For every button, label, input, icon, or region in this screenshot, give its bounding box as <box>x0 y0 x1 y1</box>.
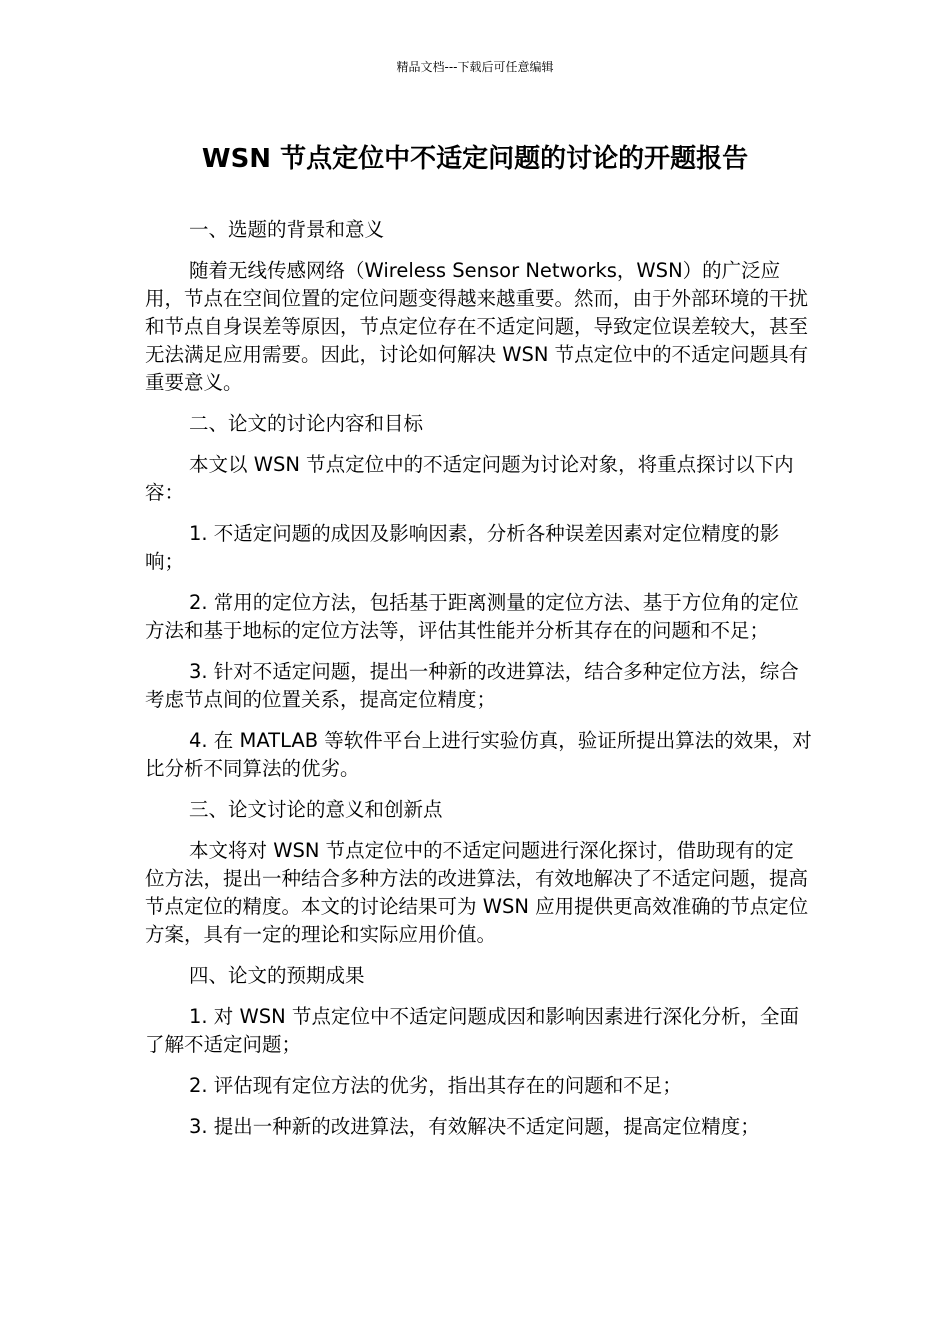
section-heading-outcomes: 四、论文的预期成果 <box>189 964 365 987</box>
list-item-outcome-3: 3. 提出一种新的改进算法，有效解决不适定问题，提高定位精度； <box>189 1115 760 1138</box>
page-header-note: 精品文档---下载后可任意编辑 <box>396 60 554 74</box>
section-heading-significance: 三、论文讨论的意义和创新点 <box>189 798 443 821</box>
list-item-content-3: 3. 针对不适定问题，提出一种新的改进算法，结合多种定位方法，综合考虑节点间的位置关系，提高定位精度； <box>145 660 799 711</box>
paragraph-significance: 本文将对 WSN 节点定位中的不适定问题进行深化探讨，借助现有的定位方法，提出一种结合多种方法的改进算法，有效地解决了不适定问题，提高节点定位的精度。本文的讨论结果可为 WSN 应用提供更高效准确的节点定位方案，具有一定的理论和实际应用价值。 <box>145 839 809 946</box>
list-item-outcome-1: 1. 对 WSN 节点定位中不适定问题成因和影响因素进行深化分析，全面了解不适定问题； <box>145 1005 799 1056</box>
list-item-content-2: 2. 常用的定位方法，包括基于距离测量的定位方法、基于方位角的定位方法和基于地标的定位方法等，评估其性能并分析其存在的问题和不足； <box>145 591 799 642</box>
section-heading-content: 二、论文的讨论内容和目标 <box>189 412 424 435</box>
list-item-content-1: 1. 不适定问题的成因及影响因素，分析各种误差因素对定位精度的影响； <box>145 522 780 573</box>
section-heading-background: 一、选题的背景和意义 <box>189 218 385 241</box>
document-body <box>145 216 813 1154</box>
paragraph-background: 随着无线传感网络（Wireless Sensor Networks，WSN）的广泛应用，节点在空间位置的定位问题变得越来越重要。然而，由于外部环境的干扰和节点自身误差等原因，节点定位存在不适定问题，导致定位误差较大，甚至无法满足应用需要。因此，讨论如何解决 WSN 节点定位中的不适定问题具有重要意义。 <box>145 259 809 394</box>
paragraph-content-intro: 本文以 WSN 节点定位中的不适定问题为讨论对象，将重点探讨以下内容： <box>145 453 794 504</box>
document-title: WSN 节点定位中不适定问题的讨论的开题报告 <box>201 144 749 174</box>
list-item-content-4: 4. 在 MATLAB 等软件平台上进行实验仿真，验证所提出算法的效果，对比分析不同算法的优劣。 <box>145 729 812 780</box>
list-item-outcome-2: 2. 评估现有定位方法的优劣，指出其存在的问题和不足； <box>189 1074 682 1097</box>
